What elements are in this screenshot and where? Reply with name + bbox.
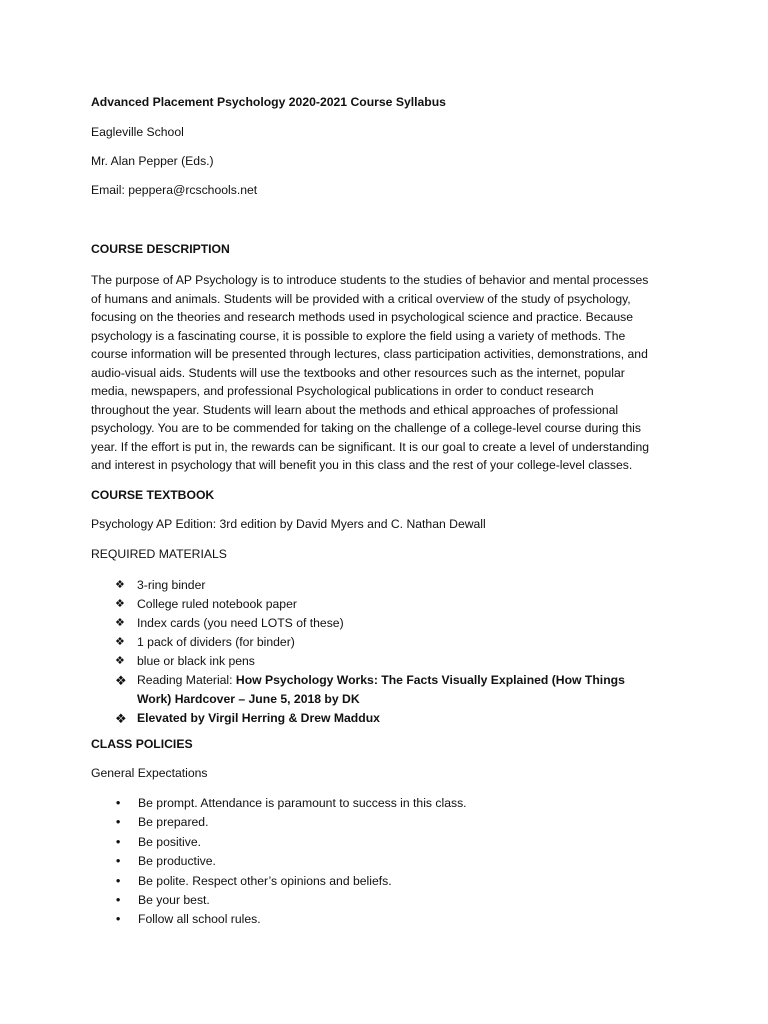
expectation-label: Be polite. Respect other’s opinions and beliefs.: [138, 873, 392, 888]
bullet-icon: •: [116, 873, 121, 888]
course-textbook-text: Psychology AP Edition: 3rd edition by David Myers and C. Nathan Dewall: [91, 517, 486, 531]
list-item: [91, 833, 691, 852]
diamond-bullet-icon: ❖: [115, 617, 125, 629]
school-name: Eagleville School: [91, 125, 184, 139]
material-item-label: College ruled notebook paper: [137, 597, 297, 611]
expectation-label: Be prepared.: [138, 815, 209, 830]
description-line: and interest in psychology that will benefit you in this class and the rest of your college-level classes.: [91, 458, 633, 472]
bullet-icon: •: [116, 854, 121, 869]
list-item: [91, 709, 691, 728]
material-item-label: blue or black ink pens: [137, 654, 255, 668]
list-item: [91, 633, 691, 652]
expectation-label: Be your best.: [138, 893, 210, 908]
list-item: [91, 614, 691, 633]
description-line: course information will be presented through lectures, class participation activities, demonstrations, and: [91, 347, 648, 361]
diamond-bullet-icon: ❖: [115, 598, 125, 610]
description-line: psychology is a fascinating course, it is possible to explore the field using a variety of methods. The: [91, 328, 626, 343]
teacher-email: Email: peppera@rcschools.net: [91, 183, 258, 197]
required-materials-heading: REQUIRED MATERIALS: [91, 547, 227, 561]
reading-material-title-cont: Work) Hardcover – June 5, 2018 by DK: [137, 692, 360, 706]
material-item-label: 3-ring binder: [137, 578, 206, 592]
diamond-bullet-icon: ❖: [115, 655, 125, 667]
description-line: focusing on the theories and research methods used in psychological science and practice. Because: [91, 310, 633, 324]
list-item: [91, 595, 691, 614]
teacher-name: Mr. Alan Pepper (Eds.): [91, 154, 214, 168]
class-policies-heading: CLASS POLICIES: [91, 737, 193, 751]
material-item-label: 1 pack of dividers (for binder): [137, 635, 295, 649]
description-line: media, newspapers, and professional Psychological publications in order to conduct research: [91, 384, 594, 398]
expectation-label: Be productive.: [138, 854, 216, 869]
reading-material-title: How Psychology Works: The Facts Visually Explained (How Things: [235, 673, 625, 687]
course-description-heading: COURSE DESCRIPTION: [91, 242, 230, 256]
expectation-label: Follow all school rules.: [138, 912, 261, 927]
required-materials-list: [91, 576, 691, 728]
list-item: [91, 813, 691, 832]
description-line: throughout the year. Students will learn about the methods and ethical approaches of professional: [91, 402, 619, 417]
list-item: [91, 852, 691, 871]
list-item: [91, 891, 691, 910]
general-expectations-list: [91, 794, 691, 930]
elevated-book-label: Elevated by Virgil Herring & Drew Maddux: [137, 711, 380, 725]
list-item: [91, 652, 691, 671]
expectation-label: Be positive.: [138, 834, 202, 849]
list-item: [91, 910, 691, 929]
reading-material-prefix: Reading Material:: [137, 673, 236, 687]
list-item: [91, 794, 691, 813]
expectation-label: Be prompt. Attendance is paramount to success in this class.: [138, 796, 467, 810]
bullet-icon: •: [116, 912, 121, 927]
description-line: psychology. You are to be commended for taking on the challenge of a college-level course during this: [91, 421, 641, 435]
diamond-bullet-icon: ❖: [115, 711, 127, 726]
list-item: [91, 576, 691, 595]
bullet-icon: •: [116, 815, 121, 830]
document-title: Advanced Placement Psychology 2020-2021 Course Syllabus: [91, 95, 446, 109]
list-item: [91, 671, 691, 709]
diamond-bullet-icon: ❖: [115, 636, 125, 648]
diamond-bullet-icon: ❖: [115, 673, 127, 688]
bullet-icon: •: [116, 893, 121, 908]
list-item: [91, 872, 691, 891]
description-line: of humans and animals. Students will be provided with a critical overview of the study of psychology,: [91, 291, 631, 306]
course-textbook-heading: COURSE TEXTBOOK: [91, 488, 215, 502]
material-item-label: Index cards (you need LOTS of these): [137, 616, 344, 630]
description-line: year. If the effort is put in, the rewards can be significant. It is our goal to create a level of understanding: [91, 439, 650, 454]
description-line: The purpose of AP Psychology is to introduce students to the studies of behavior and mental processes: [91, 273, 649, 287]
bullet-icon: •: [116, 796, 121, 810]
bullet-icon: •: [116, 834, 121, 849]
general-expectations-heading: General Expectations: [91, 766, 208, 780]
diamond-bullet-icon: ❖: [115, 579, 125, 591]
course-description-body: [91, 271, 711, 475]
description-line: audio-visual aids. Students will use the textbooks and other resources such as the internet, popular: [91, 365, 625, 380]
